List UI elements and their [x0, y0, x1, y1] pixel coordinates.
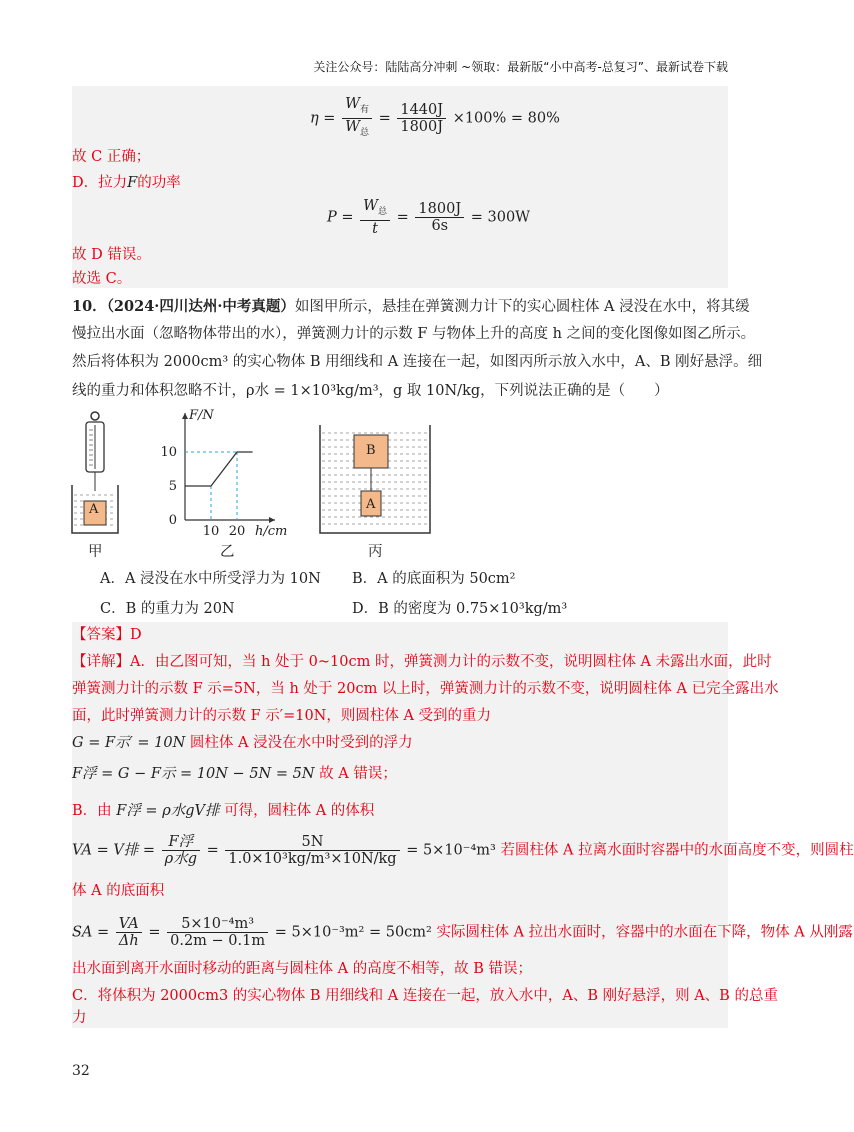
- y-axis-arrow: [182, 413, 188, 419]
- d-power-heading: D．拉力F的功率: [72, 175, 181, 191]
- figure-bing: [320, 425, 430, 533]
- figures: [0, 405, 800, 565]
- bing-block-a-label: A: [366, 497, 376, 512]
- analysis-line-3: 面，此时弹簧测力计的示数 F 示′=10N，则圆柱体 A 受到的重力: [72, 708, 492, 724]
- question-line-2: 慢拉出水面（忽略物体带出的水），弹簧测力计的示数 F 与物体上升的高度 h 之间的变化图像如图乙所示。: [72, 326, 756, 342]
- x-axis-label: h/cm: [255, 524, 288, 539]
- yi-label: 乙: [220, 544, 235, 560]
- y-tick-label: 10: [160, 445, 177, 460]
- origin-label: 0: [168, 513, 177, 528]
- analysis-line-1: 【详解】A．由乙图可知，当 h 处于 0~10cm 时，弹簧测力计的示数不变，说明圆柱体 A 未露出水面，此时: [72, 654, 772, 670]
- volume-equation: VA = V排 = $\frac{\text{F浮}}{\text{ρ水g}}$ = $\frac{5N}{\text{1.0×10³kg/m³×10N/kg}}$ = 5×10⁻⁴m³ 若圆柱体 A 拉离水面时容器中的水面高度不变，则圆柱: [72, 834, 854, 867]
- b-analysis-line: B．由 F浮 = ρ水gV排 可得，圆柱体 A 的体积: [72, 803, 375, 819]
- question-line-4: 线的重力和体积忽略不计，ρ水 = 1×10³kg/m³，g 取 10N/kg，下列说法正确的是（ ）: [72, 383, 669, 399]
- analysis-c-line-2: 力: [72, 1010, 87, 1026]
- d-wrong: 故 D 错误。: [72, 247, 151, 263]
- answer-label: 【答案】D: [72, 627, 142, 643]
- x-axis-arrow: [269, 517, 275, 523]
- jia-block-a-label: A: [89, 502, 99, 517]
- c-correct: 故 C 正确；: [72, 149, 151, 165]
- analysis-c-line-1: C．将体积为 2000cm3 的实心物体 B 用细线和 A 连接在一起，放入水中，A、B 刚好悬浮，则 A、B 的总重: [72, 988, 778, 1004]
- figure-yi: [160, 408, 287, 539]
- header-note: 关注公众号：陆陆高分冲刺 ~领取：最新版“小中高考-总复习”、最新试卷下载: [313, 60, 728, 74]
- gravity-equation: G = F示′ = 10N 圆柱体 A 浸没在水中时受到的浮力: [72, 735, 413, 751]
- choose-c: 故选 C。: [72, 271, 132, 287]
- page-number: 32: [72, 1063, 90, 1079]
- option-d: D．B 的密度为 0.75×10³kg/m³: [352, 601, 568, 617]
- x-tick-label: 20: [228, 524, 246, 539]
- jia-label: 甲: [88, 544, 103, 560]
- buoyancy-equation: F浮 = G − F示 = 10N − 5N = 5N 故 A 错误；: [72, 766, 397, 782]
- option-b: B．A 的底面积为 50cm²: [352, 571, 516, 587]
- x-tick-label: 10: [202, 524, 220, 539]
- bing-label: 丙: [368, 544, 383, 560]
- efficiency-formula: η = $\frac{W_有}{W_总}$ = $\frac{1440J}{1800J}$ ×100% = 80%: [310, 96, 560, 138]
- power-formula: P = $\frac{W_总}{t}$ = $\frac{1800J}{6s}$ = 300W: [327, 198, 531, 237]
- y-axis-label: F/N: [189, 408, 214, 423]
- force-line: [185, 452, 253, 486]
- analysis-b-conclusion: 出水面到离开水面时移动的距离与圆柱体 A 的高度不相等，故 B 错误；: [72, 961, 533, 977]
- question-line-3: 然后将体积为 2000cm³ 的实心物体 B 用细线和 A 连接在一起，如图丙所示放入水中，A、B 刚好悬浮。细: [72, 354, 763, 370]
- option-a: A．A 浸没在水中所受浮力为 10N: [100, 571, 321, 587]
- area-heading: 体 A 的底面积: [72, 883, 165, 899]
- analysis-line-2: 弹簧测力计的示数 F 示=5N，当 h 处于 20cm 以上时，弹簧测力计的示数不变，说明圆柱体 A 已完全露出水: [72, 681, 779, 697]
- bing-block-b-label: B: [366, 443, 376, 458]
- y-tick-label: 5: [168, 479, 177, 494]
- question-line-1: 10．（2024·四川达州·中考真题）如图甲所示，悬挂在弹簧测力计下的实心圆柱体 A 浸没在水中，将其缓: [72, 298, 750, 315]
- area-equation: SA = $\frac{VA}{\Delta h}$ = $\frac{\text{5×10⁻⁴m³}}{0.2m - 0.1m}$ = 5×10⁻³m² = 50cm² 实际圆柱体 A 拉出水面时，容器中的水面在下降，物体 A 从刚露: [72, 916, 853, 949]
- option-c: C．B 的重力为 20N: [100, 601, 235, 617]
